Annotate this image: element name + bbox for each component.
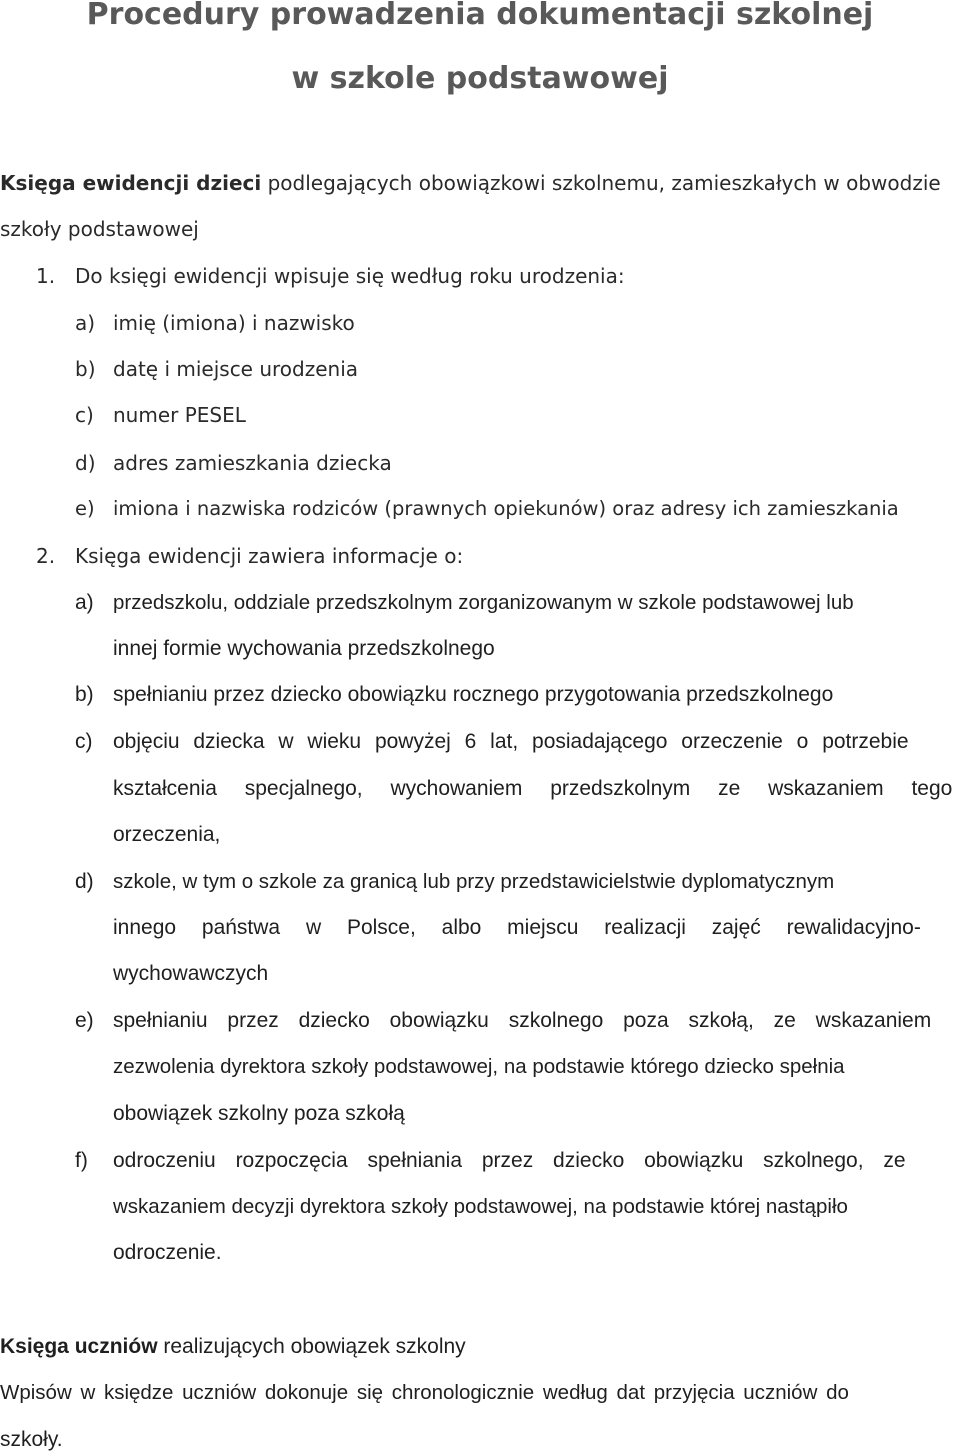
item2-f-line1: odroczeniu rozpoczęcia spełniania przez dziecko obowiązku szkolnego, ze — [113, 1149, 906, 1172]
item1-subitem-marker: e) — [75, 497, 95, 520]
item2-a-line1: przedszkolu, oddziale przedszkolnym zorganizowanym w szkole podstawowej lub — [113, 591, 854, 614]
section2-paragraph-line2: szkoły. — [0, 1428, 63, 1451]
item2-c-line3: orzeczenia, — [113, 823, 221, 846]
section1-heading-bold: Księga ewidencji dzieci — [0, 171, 262, 195]
item1-subitem-marker: b) — [75, 357, 96, 381]
item2-f-marker: f) — [75, 1149, 88, 1172]
item2-c-line2: kształcenia specjalnego, wychowaniem przedszkolnym ze wskazaniem tego — [113, 777, 953, 800]
item2-e-line1: spełnianiu przez dziecko obowiązku szkolnego poza szkołą, ze wskazaniem — [113, 1009, 932, 1032]
section2-paragraph-line1: Wpisów w księdze uczniów dokonuje się chronologicznie według dat przyjęcia uczniów do — [0, 1381, 849, 1404]
document-title-line1: Procedury prowadzenia dokumentacji szkolnej — [86, 0, 874, 32]
item2-f-line3: odroczenie. — [113, 1241, 222, 1264]
item1-subitem-text: datę i miejsce urodzenia — [113, 357, 359, 381]
item2-text: Księga ewidencji zawiera informacje o: — [75, 544, 464, 568]
section1-heading-line2: szkoły podstawowej — [0, 217, 199, 241]
item2-number: 2. — [36, 544, 56, 568]
item2-d-line2: innego państwa w Polsce, albo miejscu realizacji zajęć rewalidacyjno- — [113, 916, 921, 939]
item1-subitem-marker: a) — [75, 311, 96, 335]
item2-c-line1: objęciu dziecka w wieku powyżej 6 lat, posiadającego orzeczenie o potrzebie — [113, 730, 909, 753]
document-title-line2: w szkole podstawowej — [291, 61, 669, 96]
item1-subitem-text: imiona i nazwiska rodziców (prawnych opiekunów) oraz adresy ich zamieszkania — [113, 497, 899, 520]
item1-text: Do księgi ewidencji wpisuje się według roku urodzenia: — [75, 264, 625, 288]
item1-subitem-marker: d) — [75, 451, 96, 475]
item1-subitem-marker: c) — [75, 403, 94, 427]
item2-f-line2: wskazaniem decyzji dyrektora szkoły podstawowej, na podstawie której nastąpiło — [113, 1195, 848, 1218]
section1-heading-rest: podlegających obowiązkowi szkolnemu, zamieszkałych w obwodzie — [261, 171, 941, 195]
section1-heading — [0, 170, 941, 196]
item2-c-marker: c) — [75, 730, 93, 753]
section2-heading-bold: Księga uczniów — [0, 1335, 158, 1358]
item2-d-line1: szkole, w tym o szkole za granicą lub przy przedstawicielstwie dyplomatycznym — [113, 870, 835, 893]
item2-e-line2: zezwolenia dyrektora szkoły podstawowej, na podstawie którego dziecko spełnia — [113, 1055, 845, 1078]
item2-e-marker: e) — [75, 1009, 94, 1032]
item1-subitem-text: numer PESEL — [113, 403, 246, 427]
section2-heading — [0, 1334, 466, 1360]
item1-subitem-text: imię (imiona) i nazwisko — [113, 311, 355, 335]
item2-b-marker: b) — [75, 683, 94, 706]
item2-d-line3: wychowawczych — [113, 962, 269, 985]
item2-d-marker: d) — [75, 870, 94, 893]
item2-a-line2: innej formie wychowania przedszkolnego — [113, 637, 495, 660]
item2-b-line1: spełnianiu przez dziecko obowiązku rocznego przygotowania przedszkolnego — [113, 683, 834, 706]
item2-e-line3: obowiązek szkolny poza szkołą — [113, 1102, 405, 1125]
section2-heading-rest: realizujących obowiązek szkolny — [157, 1335, 466, 1358]
item2-a-marker: a) — [75, 591, 94, 614]
item1-number: 1. — [36, 264, 56, 288]
item1-subitem-text: adres zamieszkania dziecka — [113, 451, 392, 475]
